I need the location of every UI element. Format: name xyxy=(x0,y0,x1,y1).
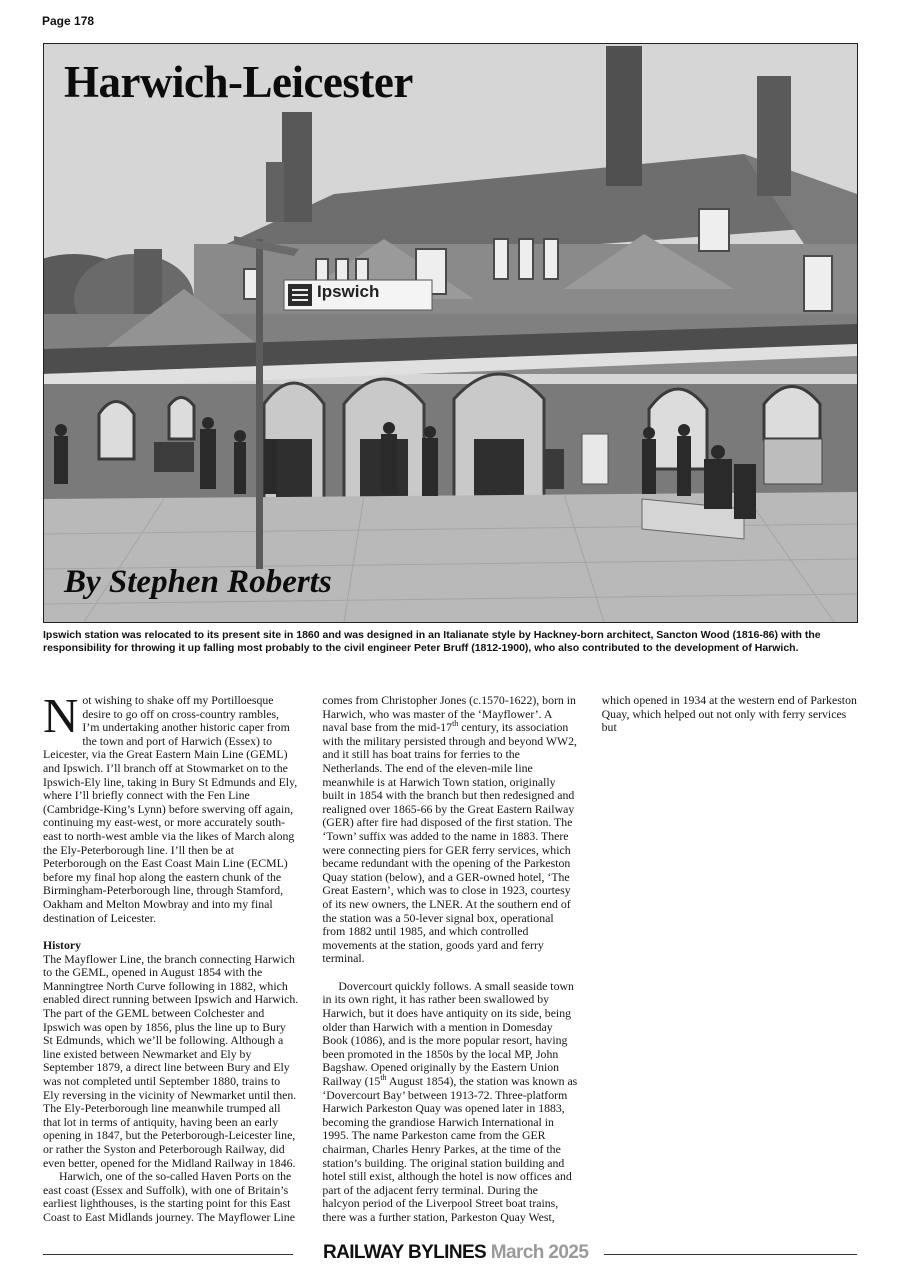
harwich-sup: th xyxy=(452,719,459,729)
magazine-name: RAILWAY BYLINES xyxy=(323,1242,487,1263)
history-paragraph-flow: The Mayflower Line, the branch connecting Harwich to the GEML, opened in August 1854 with the Manningtree North Curve following in 1882, which enabled direct running between Ipswich and Harwich. The part of the GEML between Colchester and Ipswich was open by 1856, plus the line up to Bury St Edmunds, which we’ll be following. Although a line existed between Newmarket and Ely by September 1879, a direct line between Bury and Ely was not completed until September 1880, trains to Ely reversing in the vicinity of Newmarket until then. The Ely-Peterborough line meanwhile trumped all that lot in terms of antiquity, having been an early opening in 1847, but the Peterborough-Leicester line, or rather the Syston and Peterborough Railway, did even better, opened for the Midland Railway in 1846. xyxy=(43,951,299,1170)
dovercourt-text-b: August 1854), the station was known as ‘Dovercourt Bay’ between 1913-72. Three-platform Harwich Parkeston Quay was opened later in 1883, becoming the grandiose Harwich International in 1995. The name Parkeston came from the GER chairman, Charles Henry Parkes, at the time of the station’s building. The original station building and hotel still exist, although the hotel is now offices and part of the adjacent ferry terminal. During the halcyon period of the Liverpool Street boat trains, there was a further station, Parkeston Quay West, which opened in 1934 at the western end of Parkeston Quay, which helped out not only with ferry services but xyxy=(322,694,857,1224)
photo-caption: Ipswich station was relocated to its present site in 1860 and was designed in an Italianate style by Hackney-born architect, Sancton Wood (1816-86) with the responsibility for throwing it up falling most probably to the civil engineer Peter Bruff (1812-1900), who also contributed to the development of Harwich. xyxy=(43,629,821,654)
article-title: Harwich-Leicester xyxy=(64,57,413,107)
dovercourt-text-a: Dovercourt quickly follows. A small seaside town in its own right, it has rather been swallowed by Harwich, but it does have antiquity on its side, being older than Harwich with a mention in Domesday Book (1086), and is the more popular resort, having been promoted in the 1850s by the local MP, John Bagshaw. Opened originally by the Eastern Union Railway (15 xyxy=(322,978,574,1089)
intro-text-flow: ot wishing to shake off my Portilloesque desire to go off on cross-country rambles, I’m undertaking another historic caper from the town and port of Harwich (Essex) to Leicester, via the Great Eastern Main Line (GEML) and Ipswich. I’ll branch off at Stowmarket on to the Ipswich-Ely line, taking in Bury St Edmunds and Ely, where I’ll briefly connect with the Fen Line (Cambridge-King’s Lynn) before swerving off again, continuing my east-west, or more accurately south-east to north-west amble via the likes of March along the Ely-Peterborough line. I’ll then be at Peterborough on the East Coast Main Line (ECML) before my final hop along the eastern chunk of the Birmingham-Peterborough line, through Stamford, Oakham and Melton Mowbray and into my final destination of Leicester. xyxy=(43,694,298,925)
article-byline: By Stephen Roberts xyxy=(64,564,332,600)
intro-paragraph-flow xyxy=(43,694,298,925)
footer-masthead xyxy=(323,1242,588,1264)
harwich-text-b: century, its association with the military persisted through and beyond WW2, and it still has boat trains for ferries to the Netherlands. The end of the eleven-mile line meanwhile is at Harwich Town station, originally built in 1854 with the branch but then redesigned and realigned over 1865-66 by the Great Eastern Railway (GER) after fire had disposed of the first station. The ‘Town’ suffix was added to the name in 1883. There were connecting piers for GER ferry services, which became redundant with the opening of the Parkeston Quay station (below), and a GER-owned hotel, ‘The Great Eastern’, which was to close in 1923, courtesy of its new owners, the LNER. At the southern end of the station was a 50-lever signal box, operational from 1882 until 1985, and which controlled movements at the station, goods yard and ferry terminal. xyxy=(322,720,578,966)
station-photo xyxy=(43,43,858,623)
ipswich-station-illustration xyxy=(44,44,857,622)
footer-rule-left xyxy=(43,1254,293,1255)
dovercourt-sup: th xyxy=(380,1073,387,1083)
history-subheading-flow: History xyxy=(43,938,82,953)
footer-rule-right xyxy=(604,1254,857,1255)
page-number: Page 178 xyxy=(42,14,95,28)
issue-date: March 2025 xyxy=(490,1242,589,1263)
harwich-text-a: Harwich, one of the so-called Haven Ports on the east coast (Essex and Suffolk), with one of Britain’s earliest lighthouses, is the starting point for this East Coast to East Midlands journey. The Mayflower Line comes from Christopher Jones (c.1570-1622), born in Harwich, who was master of the ‘Mayflower’. A naval base from the mid-17 xyxy=(43,694,576,1224)
article-flow xyxy=(43,694,857,1231)
station-name-sign: Ipswich xyxy=(317,282,380,301)
drop-cap-flow: N xyxy=(43,694,79,743)
